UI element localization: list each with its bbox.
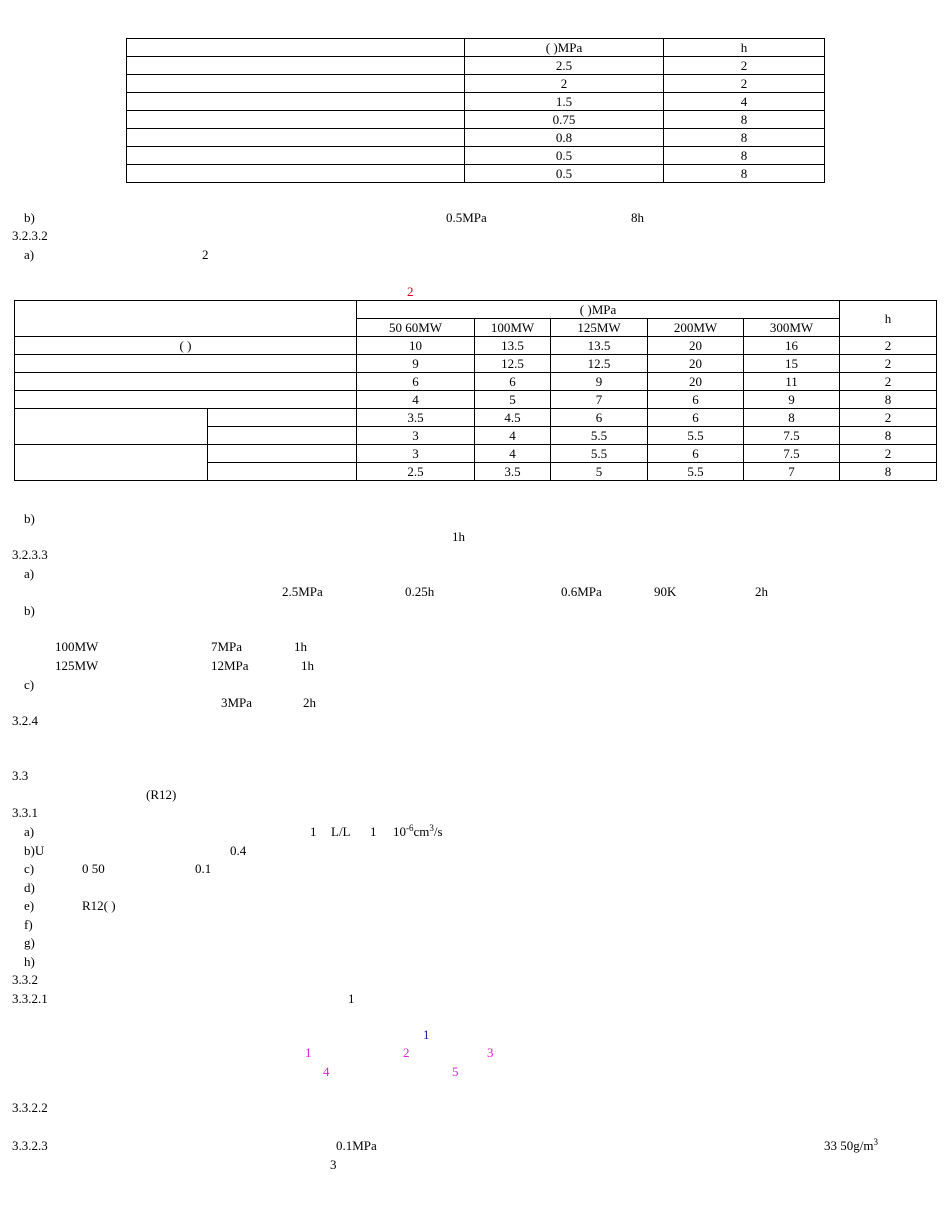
table-cell: 6 [357,373,475,391]
item-label-c: c) [24,677,35,692]
row-sublabel [208,445,357,463]
table-cell: 0.75 [465,111,664,129]
section-number: 3.2.3.2 [12,228,48,243]
table-header-hours: h [664,39,825,57]
table-cell: 2 [840,373,937,391]
table-row [15,373,937,391]
table-cell: 11 [744,373,840,391]
table-cell: 2.5 [357,463,475,481]
figure-label: 1 [305,1045,312,1060]
item-label-b: b)U [24,843,45,858]
table-cell [127,165,465,183]
section-number: 3.3.2.3 [12,1138,48,1153]
figure-label: 3 [487,1045,494,1060]
table-cell: 12.5 [475,355,551,373]
table-header-row [127,39,825,57]
table-row [127,147,825,165]
time-value: 0.25h [405,584,435,599]
temperature-value: 90K [654,584,677,599]
table-row [15,445,937,463]
item-label-g: g) [24,935,35,950]
row-sublabel [208,463,357,481]
table-cell: 10 [357,337,475,355]
pressure-time-table-1 [126,38,825,183]
table-cell: 8 [840,463,937,481]
pressure-value: 3MPa [221,695,253,710]
table-row [127,75,825,93]
spec-value: 0.1 [195,861,212,876]
pressure-value: 0.5MPa [446,210,487,225]
row-label [15,355,357,373]
row-label: ( ) [15,337,357,355]
pressure-value: 0.6MPa [561,584,602,599]
figure-reference: 1 [348,991,355,1006]
table-cell: 5.5 [648,427,744,445]
table-cell: 0.5 [465,147,664,165]
time-value: 1h [294,639,307,654]
table-cell: 4 [357,391,475,409]
item-label-b: b) [24,210,35,225]
table-cell: 4.5 [475,409,551,427]
table-cell [127,129,465,147]
table-cell: 8 [664,129,825,147]
concentration-value: 33 $50g/m^3$ [824,1137,878,1153]
unit-header: 200MW [648,319,744,337]
table-cell: 2 [840,337,937,355]
table-cell: 6 [551,409,648,427]
table-row [127,129,825,147]
pressure-value: 0.1MPa [336,1138,377,1153]
table-cell: 5.5 [551,427,648,445]
row-group-label [15,409,208,445]
table-reference: 2 [202,247,209,262]
section-number: 3.3.2.1 [12,991,48,1006]
section-number: 3.3.2 [12,972,38,987]
row-label [15,391,357,409]
table-cell: 4 [664,93,825,111]
unit-header: 100MW [475,319,551,337]
item-label-b: b) [24,511,35,526]
table-cell: 5 [551,463,648,481]
item-label-a: a) [24,824,35,839]
table-cell: 20 [648,373,744,391]
unit-capacity: 100MW [55,639,99,654]
table-cell: 9 [357,355,475,373]
figure-label: 2 [403,1045,410,1060]
table-cell: 1.5 [465,93,664,111]
table-row [127,93,825,111]
table-header-row [15,301,937,319]
table-cell: 8 [840,391,937,409]
item-label-c: c) [24,861,35,876]
table-cell: 13.5 [475,337,551,355]
table-cell: 0.5 [465,165,664,183]
pressure-value: 12MPa [211,658,249,673]
table-cell: 2 [465,75,664,93]
table-cell [15,301,357,337]
row-group-label [15,445,208,481]
table-reference: 3 [330,1157,337,1172]
table-cell: 3.5 [357,409,475,427]
figure-label: 5 [452,1064,459,1079]
table-cell: 8 [664,147,825,165]
table-cell: 0.8 [465,129,664,147]
table-cell: 12.5 [551,355,648,373]
table-cell: 5.5 [648,463,744,481]
row-sublabel [208,427,357,445]
item-label-a: a) [24,566,35,581]
table-caption: 2 [407,284,414,299]
table-cell: 2 [840,355,937,373]
table-cell: 4 [475,445,551,463]
table-cell: 8 [664,165,825,183]
table-row [127,165,825,183]
item-label-b: b) [24,603,35,618]
table-cell [127,39,465,57]
table-cell: 2 [840,409,937,427]
table-row [127,57,825,75]
section-number: 3.3.2.2 [12,1100,48,1115]
table-cell: 6 [475,373,551,391]
unit-header: 50 60MW [357,319,475,337]
table-cell: 7.5 [744,427,840,445]
item-label-f: f) [24,917,33,932]
spec-value: 0.4 [230,843,247,858]
table-header-pressure: ( )MPa [357,301,840,319]
table-cell: 8 [664,111,825,129]
figure-label: 4 [323,1064,330,1079]
table-cell [127,57,465,75]
leak-value: L/L [331,824,351,839]
table-row [15,409,937,427]
pressure-value: 7MPa [211,639,243,654]
table-row [15,337,937,355]
table-cell [127,93,465,111]
item-label-d: d) [24,880,35,895]
table-cell: 20 [648,355,744,373]
table-row [15,391,937,409]
item-label-a: a) [24,247,35,262]
table-cell: 8 [840,427,937,445]
row-label [15,373,357,391]
table-cell: 5 [475,391,551,409]
time-value: 2h [755,584,768,599]
table-cell: 7 [551,391,648,409]
table-header-pressure: ( )MPa [465,39,664,57]
unit-capacity: 125MW [55,658,99,673]
table-cell: 3.5 [475,463,551,481]
leak-rate: $10^{-6}cm^3/s$ [393,823,443,839]
table-cell: 3 [357,445,475,463]
section-number: 3.3 [12,768,29,783]
table-cell: 15 [744,355,840,373]
figure-title: 1 [423,1027,430,1042]
table-cell: 13.5 [551,337,648,355]
section-number: 3.2.4 [12,713,38,728]
leak-value: 1 [310,824,317,839]
table-cell: 9 [744,391,840,409]
section-number: 3.3.1 [12,805,38,820]
table-cell: 8 [744,409,840,427]
table-row [127,111,825,129]
table-cell [127,75,465,93]
table-cell: 4 [475,427,551,445]
item-label-h: h) [24,954,35,969]
table-cell [127,111,465,129]
time-value: 1h [452,529,465,544]
table-cell: 9 [551,373,648,391]
section-number: 3.2.3.3 [12,547,48,562]
time-value: 1h [301,658,314,673]
table-row [15,355,937,373]
unit-header: 300MW [744,319,840,337]
table-cell: 2.5 [465,57,664,75]
time-value: 8h [631,210,644,225]
table-cell: 7 [744,463,840,481]
pressure-value: 2.5MPa [282,584,323,599]
row-sublabel [208,409,357,427]
pressure-time-table-2 [14,300,937,481]
table-cell: 2 [840,445,937,463]
table-cell: 3 [357,427,475,445]
time-value: 2h [303,695,316,710]
item-label-e: e) [24,898,35,913]
table-header-hours: h [840,301,937,337]
leak-value: 1 [370,824,377,839]
table-cell: 2 [664,75,825,93]
refrigerant-name: R12( ) [82,898,116,913]
table-cell: 5.5 [551,445,648,463]
unit-header: 125MW [551,319,648,337]
table-cell: 20 [648,337,744,355]
table-cell: 2 [664,57,825,75]
range-value: 0 50 [82,861,105,876]
table-cell: 6 [648,409,744,427]
table-cell: 6 [648,445,744,463]
table-cell: 7.5 [744,445,840,463]
table-cell: 6 [648,391,744,409]
refrigerant-name: (R12) [146,787,177,802]
table-cell [127,147,465,165]
table-cell: 16 [744,337,840,355]
